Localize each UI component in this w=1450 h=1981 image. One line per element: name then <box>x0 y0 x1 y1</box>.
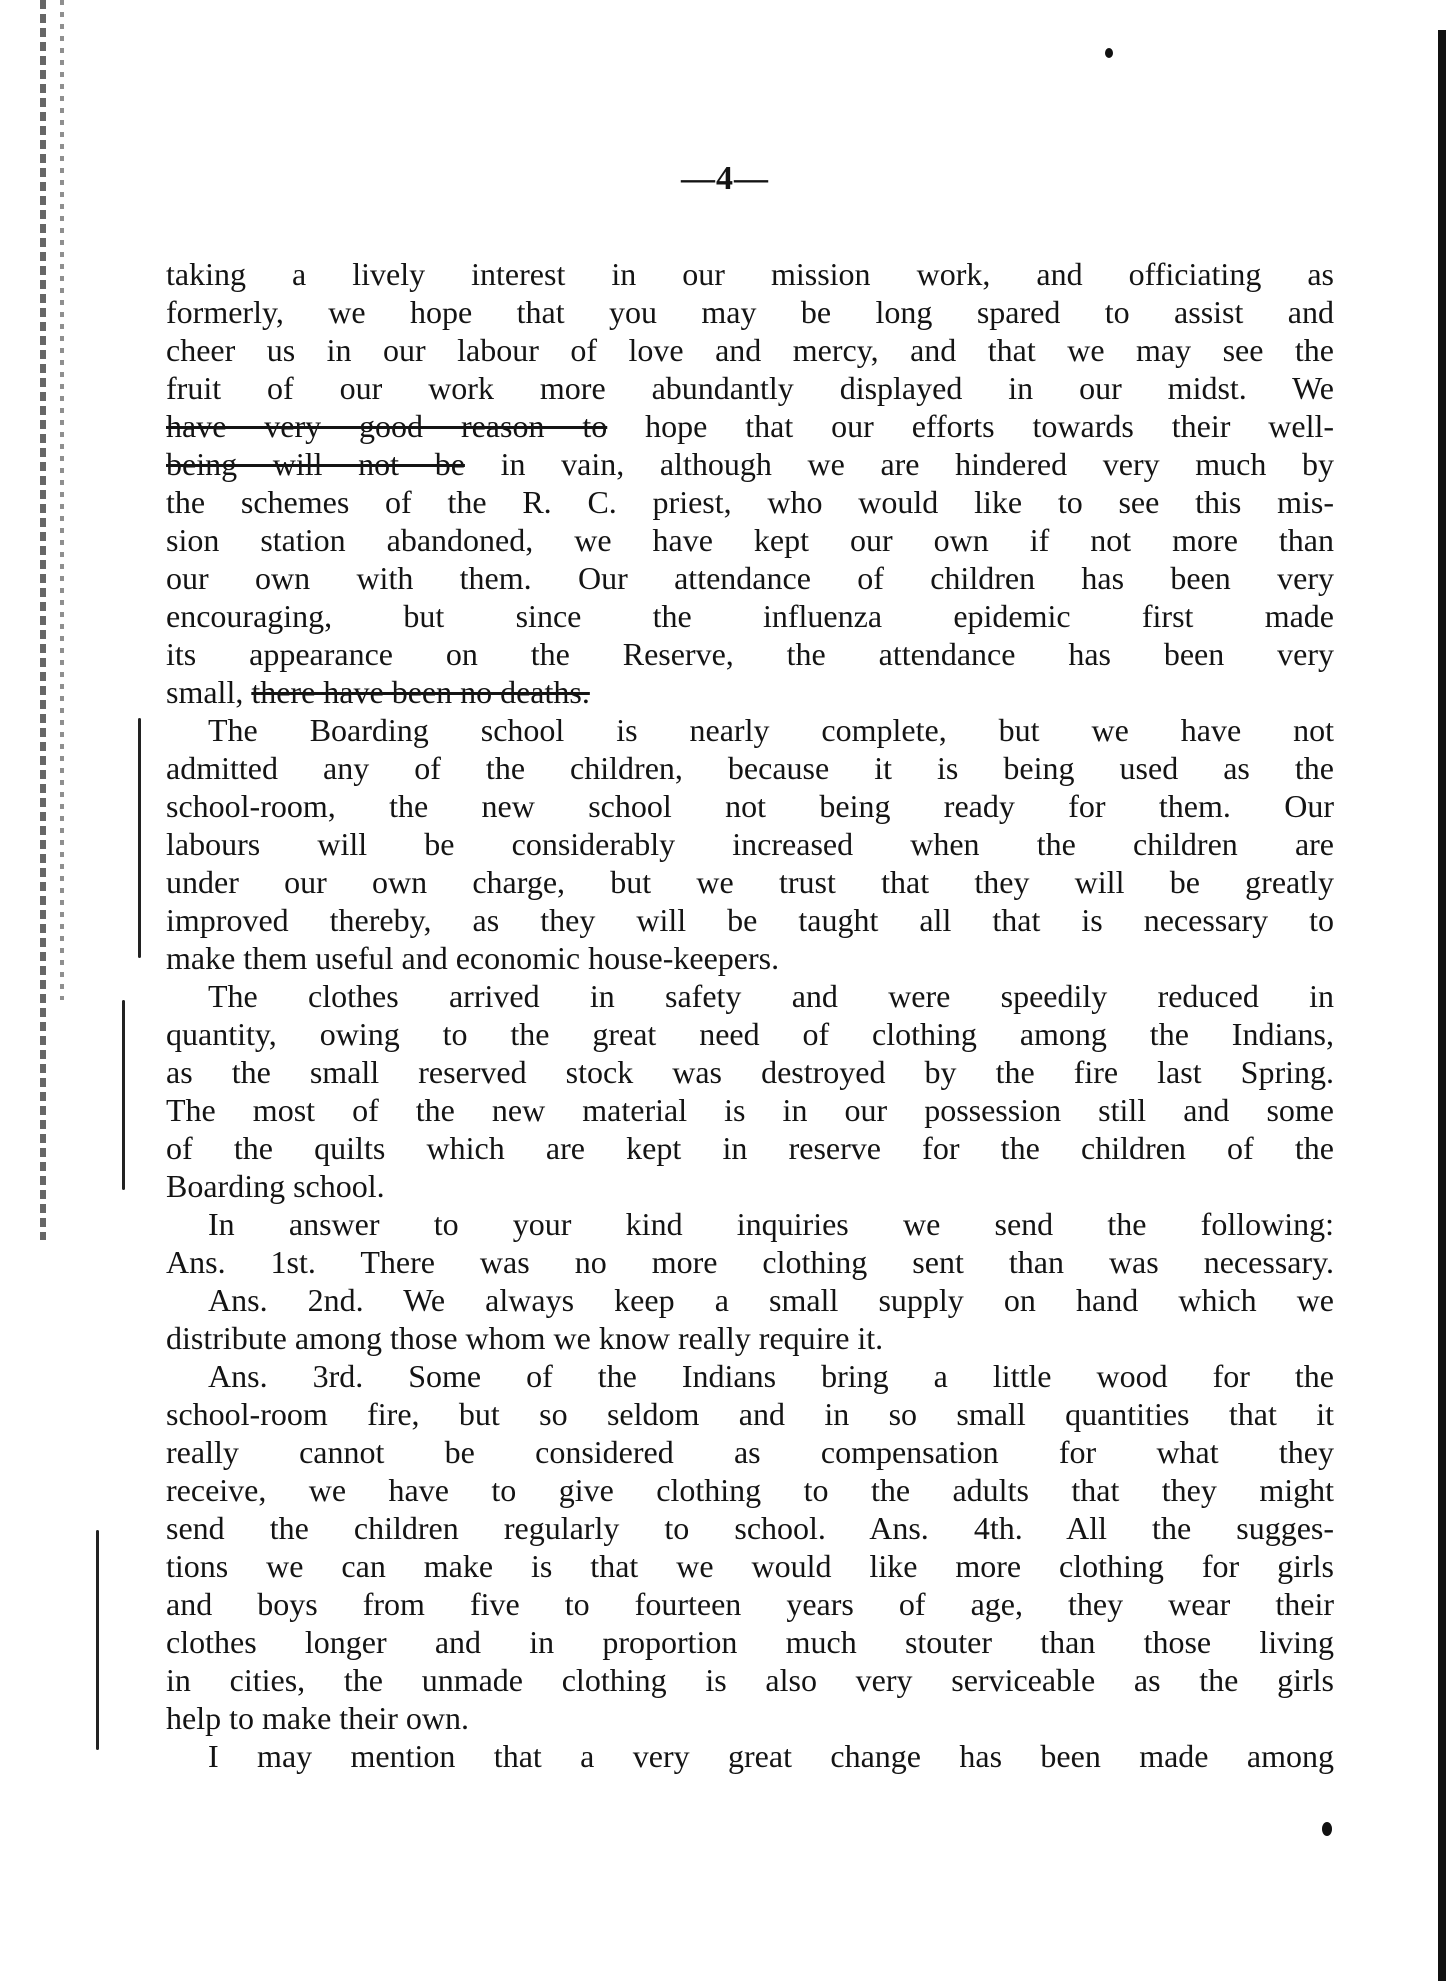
text-line: admitted any of the children, because it is being used as the <box>166 750 1334 786</box>
text-line: in cities, the unmade clothing is also very serviceable as the girls <box>166 1662 1334 1698</box>
text-line: tions we can make is that we would like more clothing for girls <box>166 1548 1334 1584</box>
text-line: I may mention that a very great change has been made among <box>208 1738 1334 1774</box>
text-line: receive, we have to give clothing to the adults that they might <box>166 1472 1334 1508</box>
text-line <box>166 445 1334 483</box>
text-line: formerly, we hope that you may be long spared to assist and <box>166 294 1334 330</box>
scan-right-edge <box>1438 30 1446 1981</box>
text-line: help to make their own. <box>166 1700 470 1736</box>
text-line: fruit of our work more abundantly displayed in our midst. We <box>166 370 1334 406</box>
text-line: The Boarding school is nearly complete, but we have not <box>208 712 1334 748</box>
text-line: improved thereby, as they will be taught all that is necessary to <box>166 902 1334 938</box>
text-line: send the children regularly to school. Ans. 4th. All the sugges- <box>166 1510 1334 1546</box>
struck-text: have very good reason to <box>166 408 608 444</box>
text-line: our own with them. Our attendance of children has been very <box>166 560 1334 596</box>
line-text: in vain, although we are hindered very much by <box>464 446 1334 482</box>
document-body <box>166 255 1334 1775</box>
ink-speck <box>1322 1822 1332 1836</box>
line-text: hope that our efforts towards their well- <box>607 408 1334 444</box>
text-line: encouraging, but since the influenza epidemic first made <box>166 598 1334 634</box>
text-line <box>166 673 1334 711</box>
text-line: cheer us in our labour of love and mercy, and that we may see the <box>166 332 1334 368</box>
text-line: Ans. 1st. There was no more clothing sent than was necessary. <box>166 1244 1334 1280</box>
text-line: its appearance on the Reserve, the attendance has been very <box>166 636 1334 672</box>
margin-bracket-mark <box>138 718 141 958</box>
text-line: and boys from five to fourteen years of age, they wear their <box>166 1586 1334 1622</box>
struck-text: being will not be <box>166 446 465 482</box>
text-line: really cannot be considered as compensation for what they <box>166 1434 1334 1470</box>
ink-speck <box>1105 48 1113 58</box>
text-line: quantity, owing to the great need of clothing among the Indians, <box>166 1016 1334 1052</box>
margin-bracket-mark <box>122 1000 125 1190</box>
line-text: small, <box>166 674 252 710</box>
text-line: sion station abandoned, we have kept our own if not more than <box>166 522 1334 558</box>
margin-bracket-mark <box>96 1530 99 1750</box>
text-line: The most of the new material is in our possession still and some <box>166 1092 1334 1128</box>
text-line: labours will be considerably increased when the children are <box>166 826 1334 862</box>
text-line: In answer to your kind inquiries we send the following: <box>208 1206 1334 1242</box>
text-line: Boarding school. <box>166 1168 385 1204</box>
text-line: the schemes of the R. C. priest, who would like to see this mis- <box>166 484 1334 520</box>
text-line: of the quilts which are kept in reserve for the children of the <box>166 1130 1334 1166</box>
page-number: —4— <box>681 160 769 197</box>
text-line: clothes longer and in proportion much stouter than those living <box>166 1624 1334 1660</box>
text-line: under our own charge, but we trust that they will be greatly <box>166 864 1334 900</box>
text-line: taking a lively interest in our mission work, and officiating as <box>166 256 1334 292</box>
text-line: make them useful and economic house-keepers. <box>166 940 780 976</box>
text-line: Ans. 3rd. Some of the Indians bring a little wood for the <box>208 1358 1334 1394</box>
text-line: school-room fire, but so seldom and in so small quantities that it <box>166 1396 1334 1432</box>
text-line: as the small reserved stock was destroyed by the fire last Spring. <box>166 1054 1334 1090</box>
text-line <box>166 407 1334 445</box>
text-line: The clothes arrived in safety and were speedily reduced in <box>208 978 1334 1014</box>
text-line: school-room, the new school not being ready for them. Our <box>166 788 1334 824</box>
text-line: Ans. 2nd. We always keep a small supply on hand which we <box>208 1282 1334 1318</box>
text-line: distribute among those whom we know really require it. <box>166 1320 884 1356</box>
scan-binding-edge-secondary <box>60 0 64 1000</box>
struck-text: there have been no deaths. <box>251 674 590 710</box>
